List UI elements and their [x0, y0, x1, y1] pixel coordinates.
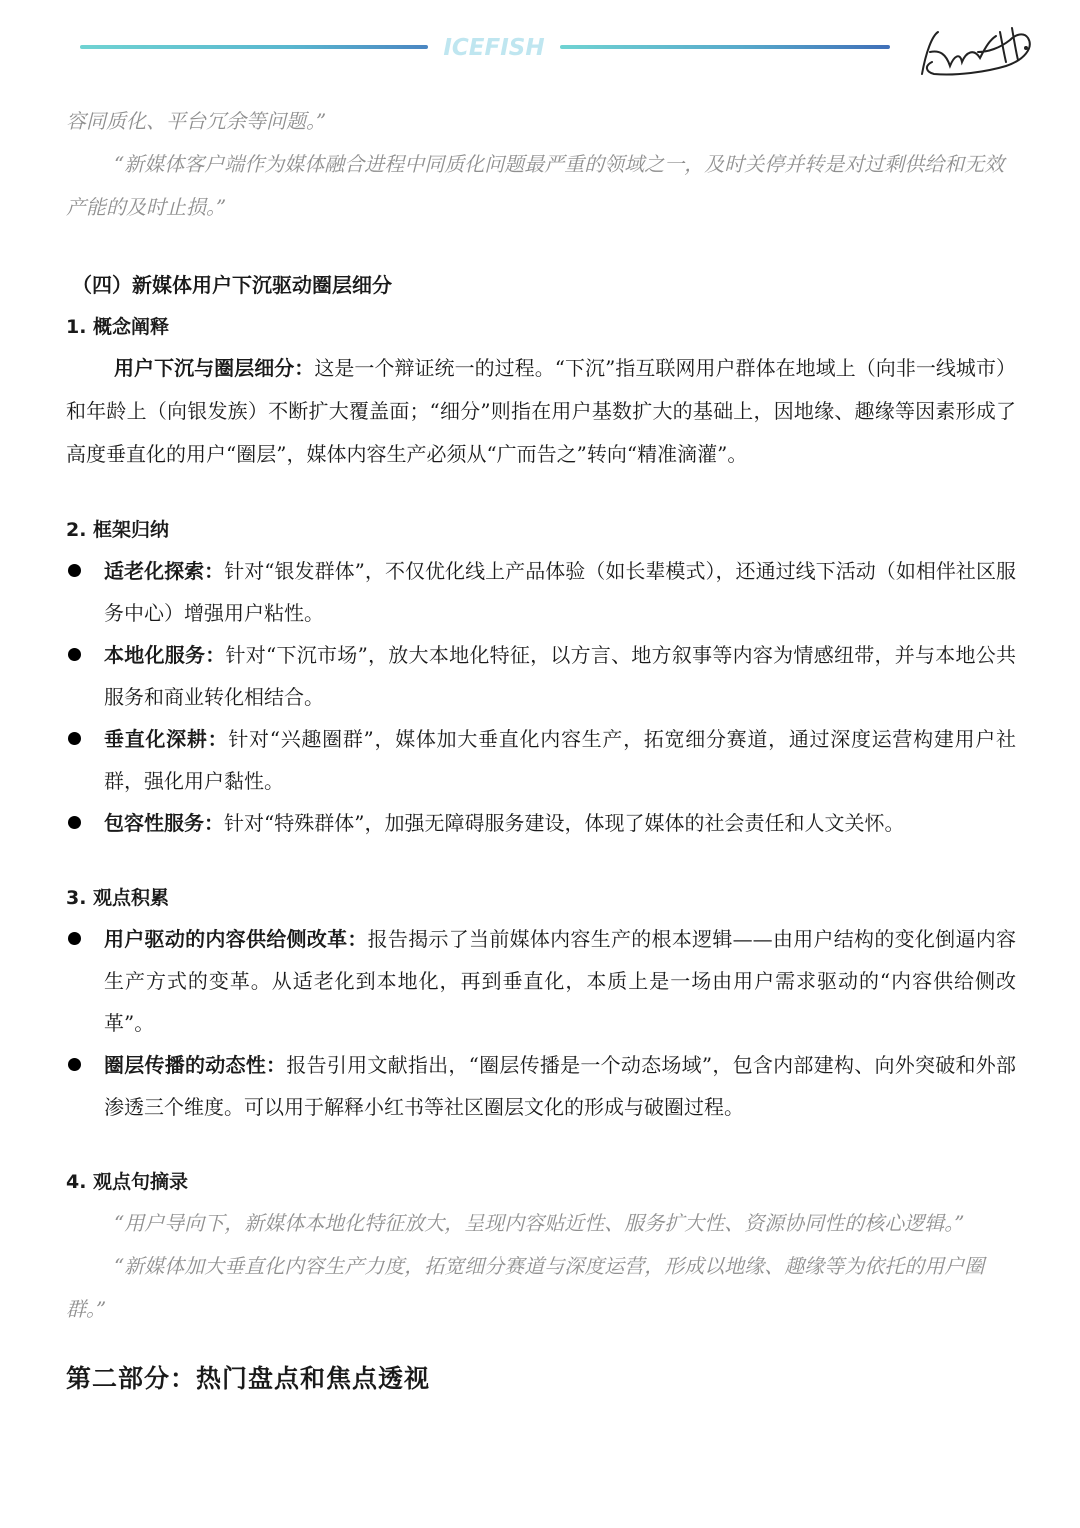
item-text: 针对“特殊群体”，加强无障碍服务建设，体现了媒体的社会责任和人文关怀。	[224, 811, 905, 835]
part-title: 第二部分：热门盘点和焦点透视	[66, 1364, 431, 1393]
quote-continuation: 容同质化、平台冗余等问题。”	[66, 109, 327, 133]
concept-paragraph	[66, 347, 1016, 476]
item-term: 用户驱动的内容供给侧改革：	[104, 927, 368, 951]
item-text: 针对“银发群体”，不仅优化线上产品体验（如长辈模式），还通过线下活动（如相伴社区服务中心）增强用户粘性。	[104, 559, 1016, 625]
item-term: 圈层传播的动态性：	[104, 1053, 287, 1077]
document-body	[66, 100, 1016, 1399]
list-item	[66, 802, 1016, 844]
item-text: 报告揭示了当前媒体内容生产的根本逻辑——由用户结构的变化倒逼内容生产方式的变革。从适老化到本地化，再到垂直化，本质上是一场由用户需求驱动的“内容供给侧改革”。	[104, 927, 1017, 1035]
subheading-views: 3. 观点积累	[66, 887, 170, 909]
item-term: 本地化服务：	[104, 643, 226, 667]
bullet-icon	[68, 564, 81, 577]
item-term: 垂直化深耕：	[104, 727, 229, 751]
list-item	[66, 918, 1016, 1044]
framework-list	[66, 550, 1016, 844]
concept-term: 用户下沉与圈层细分：	[114, 356, 315, 380]
signature-icon	[916, 22, 1046, 82]
list-item	[66, 634, 1016, 718]
item-text: 针对“兴趣圈群”，媒体加大垂直化内容生产，拓宽细分赛道，通过深度运营构建用户社群，强化用户黏性。	[104, 727, 1017, 793]
list-item	[66, 1044, 1016, 1128]
excerpt-quote: “用户导向下，新媒体本地化特征放大，呈现内容贴近性、服务扩大性、资源协同性的核心逻辑。”	[114, 1211, 965, 1235]
header-rule-left	[80, 45, 428, 49]
icefish-logo: ICEFISH	[443, 35, 545, 61]
page-header	[0, 0, 1080, 100]
bullet-icon	[68, 732, 81, 745]
excerpt-quote: “新媒体加大垂直化内容生产力度，拓宽细分赛道与深度运营，形成以地缘、趣缘等为依托的用户圈群。”	[66, 1254, 985, 1321]
bullet-icon	[68, 932, 81, 945]
item-term: 适老化探索：	[104, 559, 225, 583]
section-heading: （四）新媒体用户下沉驱动圈层细分	[72, 273, 392, 297]
subheading-excerpts: 4. 观点句摘录	[66, 1171, 189, 1193]
bullet-icon	[68, 816, 81, 829]
subheading-framework: 2. 框架归纳	[66, 519, 170, 541]
header-rule-right	[560, 45, 890, 49]
bullet-icon	[68, 648, 81, 661]
item-text: 针对“下沉市场”，放大本地化特征，以方言、地方叙事等内容为情感纽带，并与本地公共服务和商业转化相结合。	[104, 643, 1017, 709]
bullet-icon	[68, 1058, 81, 1071]
views-list	[66, 918, 1016, 1128]
item-term: 包容性服务：	[104, 811, 224, 835]
list-item	[66, 550, 1016, 634]
subheading-concept: 1. 概念阐释	[66, 316, 170, 338]
quote-paragraph: “新媒体客户端作为媒体融合进程中同质化问题最严重的领域之一，及时关停并转是对过剩供给和无效产能的及时止损。”	[66, 152, 1005, 219]
list-item	[66, 718, 1016, 802]
item-text: 报告引用文献指出，“圈层传播是一个动态场域”，包含内部建构、向外突破和外部渗透三个维度。可以用于解释小红书等社区圈层文化的形成与破圈过程。	[104, 1053, 1016, 1119]
concept-text: 这是一个辩证统一的过程。“下沉”指互联网用户群体在地域上（向非一线城市）和年龄上（向银发族）不断扩大覆盖面；“细分”则指在用户基数扩大的基础上，因地缘、趣缘等因素形成了高度垂直化的用户“圈层”，媒体内容生产必须从“广而告之”转向“精准滴灌”。	[66, 356, 1016, 466]
